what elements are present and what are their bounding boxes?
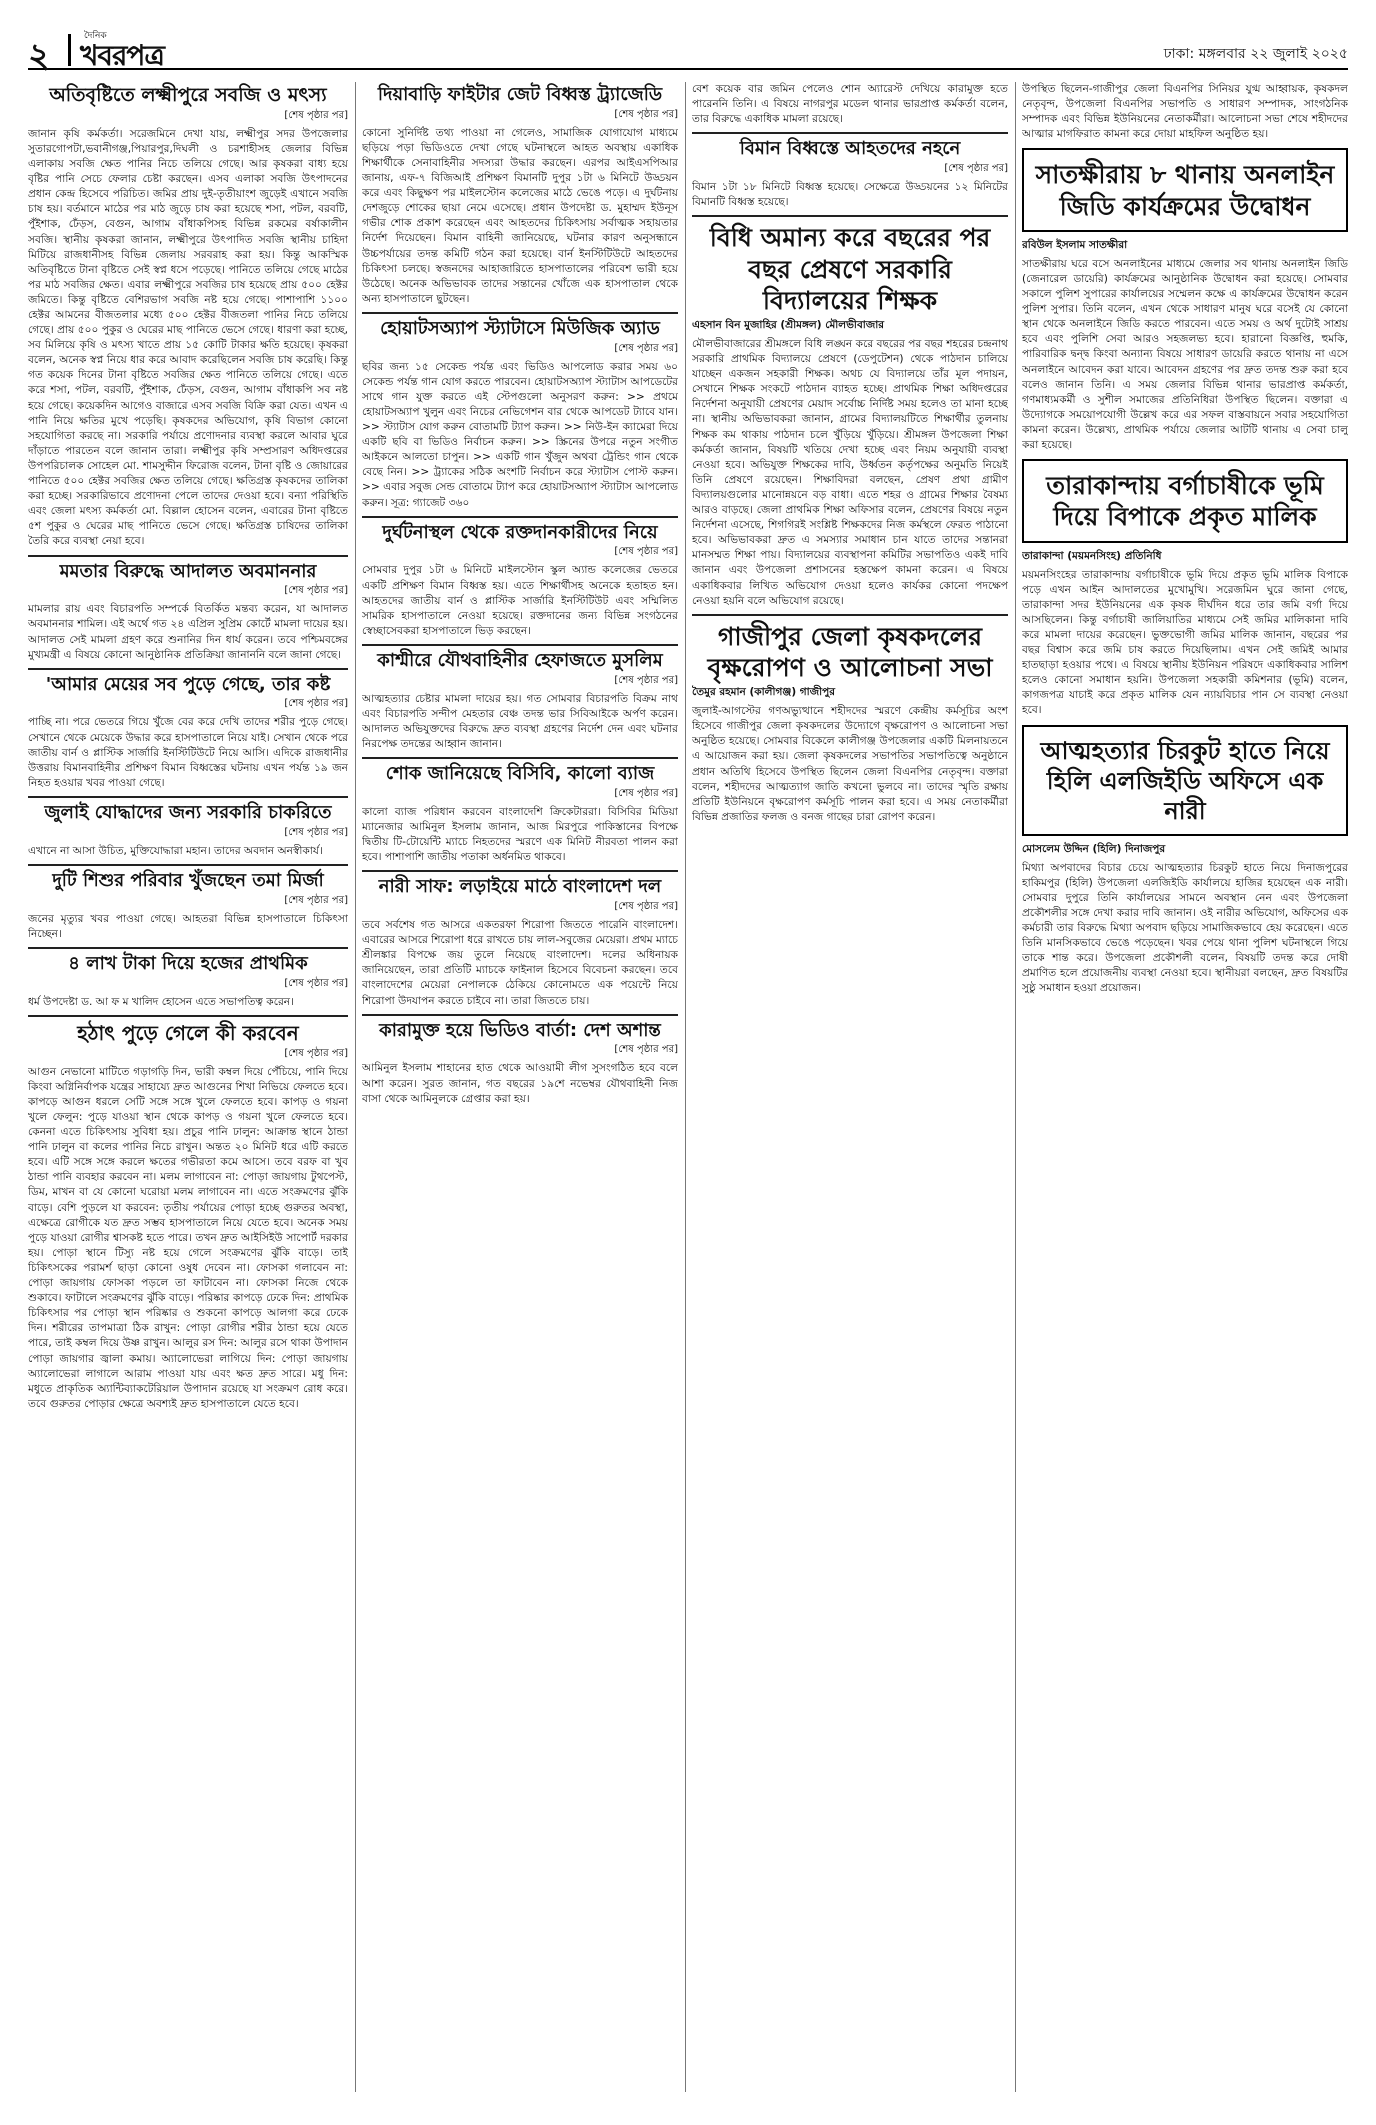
headline[interactable]: বিধি অমান্য করে বছরের পর বছর প্রেষণে সরকারি বিদ্যালয়ের শিক্ষক [709,223,991,315]
article [362,651,678,752]
continued-label: [শেষ পৃষ্ঠার পর] [284,894,348,906]
headline[interactable]: শোক জানিয়েছে বিসিবি, কালো ব্যাজ [385,763,655,785]
article [1022,549,1348,719]
article-body: ধর্ম উপদেষ্টা ড. আ ফ ম খালিদ হোসেন এতে সভাপতিত্ব করেন। [28,995,294,1008]
byline: তৈমুর রহমান (কালীগঞ্জ) গাজীপুর [692,686,836,699]
divider [692,614,1008,616]
column-rule [355,82,356,2092]
paper-prefix: দৈনিক [84,31,107,41]
article-body: কোনো সুনির্দিষ্ট তথ্য পাওয়া না গেলেও, সামাজিক যোগাযোগ মাধ্যমে ছড়িয়ে পড়া ভিডিওতে দেখা গেছে ঘটনাস্থলে আহত অবস্থায় একাধিক শিক্ষার্থীকে সেনাবাহিনীর সদস্যরা উদ্ধার করছেন। এরপর আইএসপিআর জানায়, এফ-৭ বিজিআই প্রশিক্ষণ বিমানটি দুপুর ১টা ৬ মিনিটে উড্ডয়ন করে এবং কিছুক্ষণ পর মাইলস্টোন কলেজের মাঠে ভেঙে পড়ে। এ দুর্ঘটনায় দেশজুড়ে শোকের ছায়া নেমে এসেছে। প্রধান উপদেষ্টা ড. মুহাম্মদ ইউনূস গভীর শোক প্রকাশ করেছেন এবং আহতদের চিকিৎসায় সর্বাত্মক সহায়তার নির্দেশ দিয়েছেন। বিমান বাহিনী জানিয়েছে, ঘটনার কারণ অনুসন্ধানে উচ্চপর্যায়ের তদন্ত কমিটি গঠন করা হয়েছে। বার্ন ইনস্টিটিউটে আহতদের চিকিৎসা চলছে। স্বজনদের আহাজারিতে হাসপাতালের পরিবেশ ভারী হয়ে উঠেছে। অনেক অভিভাবক তাদের সন্তানের খোঁজে এক হাসপাতাল থেকে অন্য হাসপাতালে ছুটছেন। [362,126,678,305]
article-body: আমিনুল ইসলাম শাহানের হাত থেকে আওয়ামী লীগ সুসংগঠিত হবে বলে আশা করেন। সুরত জানান, গত বছরের ১৯শে নভেম্বর যৌথবাহিনী নিজ বাসা থেকে আমিনুলকে গ্রেপ্তার করা হয়। [362,1062,678,1105]
article-body: মামলার রায় এবং বিচারপতি সম্পর্কে বিতর্কিত মন্তব্য করেন, যা আদালত অবমাননার শামিল। এই অর্থে গত ২৪ এপ্রিল সুপ্রিম কোর্টে মামলা দায়ের হয়। আদালত সেই মামলা গ্রহণ করে শুনানির দিন ধার্য করেন। তবে পশ্চিমবঙ্গের মুখ্যমন্ত্রী এ বিষয়ে কোনো আনুষ্ঠানিক প্রতিক্রিয়া জানাননি বলে জানা গেছে। [28,603,348,661]
page-number: ২ [28,36,51,76]
article-body: পাচ্ছি না। পরে ভেতরে গিয়ে খুঁজে বের করে দেখি তাদের শরীর পুড়ে গেছে। সেখানে থেকে মেয়েকে উদ্ধার করে হাসপাতালে নিয়ে যাই। সেখান থেকে পরে জাতীয় বার্ন ও প্লাস্টিক সার্জারি ইনস্টিটিউটে নিয়ে আসি। এদিকে রাজধানীর উত্তরায় বিমানবাহিনীর প্রশিক্ষণ বিমান বিধ্বস্তের ঘটনায় এখন পর্যন্ত ১৯ জন নিহত হওয়ার খবর পাওয়া গেছে। [28,716,348,789]
article [28,1022,348,1412]
divider [362,1014,678,1016]
headline[interactable]: হোয়াটসঅ্যাপ স্ট্যাটাসে মিউজিক অ্যাড [380,317,660,339]
article [362,319,678,511]
continued-label: [শেষ পৃষ্ঠার পর] [284,109,348,121]
article [362,85,678,307]
article [1022,842,1348,997]
headline[interactable]: জুলাই যোদ্ধাদের জন্য সরকারি চাকরিতে [44,801,332,823]
continued-label: [শেষ পৃষ্ঠার পর] [284,977,348,989]
article-body: ছবির জন্য ১৫ সেকেন্ড পর্যন্ত এবং ভিডিও আপলোড করার সময় ৬০ সেকেন্ড পর্যন্ত গান যোগ করতে পারবেন। হোয়াটসঅ্যাপ স্ট্যাটাস আপডেটের সাথে গান যুক্ত করতে এই স্টেপগুলো অনুসরণ করুন: >> প্রথমে হোয়াটসঅ্যাপ খুলুন এবং নিচের নেভিগেশন বার থেকে আপডেট ট্যাবে যান। >> স্ট্যাটাস যোগ করুন বোতামটি ট্যাপ করুন। >> নিউ-ইন ক্যামেরা দিয়ে একটি ছবি বা ভিডিও নির্বাচন করুন। >> স্ক্রিনের উপরে নতুন সংগীত আইকনে আলতো চাপুন। >> একটি গান খুঁজুন অথবা ট্রেন্ডিং গান থেকে বেছে নিন। >> ট্র্যাকের সঠিক অংশটি নির্বাচন করে স্ট্যাটাস পোস্ট করুন। >> এবার সবুজ সেন্ড বোতামে ট্যাপ করে হোয়াটসঅ্যাপ স্ট্যাটাস আপলোড করুন। সূত্র: গ্যাজেট ৩৬০ [362,360,678,509]
column-rule [685,82,686,2092]
byline: তারাকান্দা (ময়মনসিংহ) প্রতিনিধি [1022,549,1162,562]
divider [362,312,678,314]
divider [692,132,1008,134]
article-body: উপস্থিত ছিলেন-গাজীপুর জেলা বিএনপির সিনিয়র যুগ্ম আহ্বায়ক, কৃষকদল নেতৃবৃন্দ, উপজেলা বিএনপির সভাপতি ও সাধারণ সম্পাদক, সাংগঠনিক সম্পাদক এবং বিভিন্ন ইউনিয়নের নেতাকর্মীরা। আলোচনা সভা শেষে শহীদদের আত্মার মাগফিরাত কামনা করে দোয়া মাহফিল অনুষ্ঠিত হয়। [1022,83,1348,141]
byline: রবিউল ইসলাম সাতক্ষীরা [1022,238,1128,251]
article [362,877,678,1008]
article-boxed [1022,725,1348,836]
article-body: বিমান ১টা ১৮ মিনিটে বিধ্বস্ত হয়েছে। সেক্ষেত্রে উড্ডয়নের ১২ মিনিটের বিমানটি বিধ্বস্ত হয়েছে। [692,181,1008,209]
article [28,954,348,1010]
column-rule [1015,82,1016,2092]
article-body: সোমবার দুপুর ১টা ৬ মিনিটে মাইলস্টোন স্কুল অ্যান্ড কলেজের ভেতরে একটি প্রশিক্ষণ বিমান বিধ্বস্ত হয়। এতে শিক্ষার্থীসহ অনেকে হতাহত হন। আহতদের জাতীয় বার্ন ও প্লাস্টিক সার্জারি ইনস্টিটিউট এবং সম্মিলিত সামরিক হাসপাতালে নেওয়া হয়েছে। রক্তদানের জন্য বিভিন্ন সংগঠনের স্বেচ্ছাসেবকরা হাসপাতালে ভিড় করছেন। [362,564,678,637]
article [362,523,678,639]
article [362,1021,678,1107]
article-body: ময়মনসিংহের তারাকান্দায় বর্গাচাষীকে ভূমি দিয়ে প্রকৃত ভূমি মালিক বিপাকে পড়ে এখন আইন আদালতের মুখোমুখি। সরেজমিন ঘুরে জানা গেছে, তারাকান্দা সদর ইউনিয়নের এক কৃষক দীর্ঘদিন ধরে তার জমি বর্গা দিয়ে আসছিলেন। কিন্তু বর্গাচাষী জালিয়াতির মাধ্যমে সেই জমির মালিকানা দাবি করে মামলা দায়ের করেছেন। ভুক্তভোগী জমির মালিক জানান, বছরের পর বছর বিশ্বাস করে জমি চাষ করতে দিয়েছিলাম। এখন সেই জমিই আমার হাতছাড়া হওয়ার পথে। এ বিষয়ে স্থানীয় ইউনিয়ন পরিষদে একাধিকবার সালিশ হলেও কোনো সমাধান হয়নি। উপজেলা সহকারী কমিশনার (ভূমি) বলেন, কাগজপত্র যাচাই করে প্রকৃত মালিক যেন ন্যায়বিচার পান সে ব্যবস্থা নেওয়া হবে। [1022,568,1348,717]
continued-label: [শেষ পৃষ্ঠার পর] [614,901,678,913]
headline[interactable]: 'আমার মেয়ের সব পুড়ে গেছে, তার কষ্ট [45,673,331,695]
article-body: মিথ্যা অপবাদের বিচার চেয়ে আত্মহত্যার চিরকুট হাতে নিয়ে দিনাজপুরের হাকিমপুর (হিলি) উপজেলা এলজিইডি কার্যালয়ে হাজির হয়েছেন এক নারী। সোমবার দুপুরে তিনি কার্যালয়ের সামনে অবস্থান নেন এবং উপজেলা প্রকৌশলীর সঙ্গে দেখা করার দাবি জানান। ওই নারীর অভিযোগ, অফিসের এক কর্মচারী তার বিরুদ্ধে মিথ্যা অপবাদ ছড়িয়ে সামাজিকভাবে হেয় করেছেন। এতে তিনি মানসিকভাবে ভেঙে পড়েছেন। খবর পেয়ে থানা পুলিশ ঘটনাস্থলে গিয়ে তাকে শান্ত করে। উপজেলা প্রকৌশলী বলেন, বিষয়টি তদন্ত করে দোষী প্রমাণিত হলে প্রয়োজনীয় ব্যবস্থা নেওয়া হবে। স্থানীয়রা বলছেন, দ্রুত বিষয়টির সুষ্ঠু সমাধান হওয়া প্রয়োজন। [1022,861,1348,995]
article [692,222,1008,608]
headline[interactable]: দুর্ঘটনাস্থল থেকে রক্তদানকারীদের নিয়ে [382,521,658,543]
article-body: আগুন নেভানো মাটিতে গড়াগড়ি দিন, ভারী কম্বল দিয়ে পেঁচিয়ে, পানি দিয়ে কিংবা অগ্নিনির্বাপক যন্ত্রের সাহায্যে দ্রুত আগুনের শিখা নিভিয়ে ফেলতে হবে। কাপড়ে আগুন ধরলে সেটি সঙ্গে সঙ্গে খুলে ফেলতে হবে। কাপড় ও গয়না খুলে ফেলুন: পুড়ে যাওয়া স্থান থেকে কাপড় ও গয়না খুলে ফেলতে হবে। কেননা এতে চিকিৎসায় সুবিধা হয়। প্রচুর পানি ঢালুন: আক্রান্ত স্থানে ঠান্ডা পানি ঢালুন বা কলের পানির নিচে রাখুন। অন্তত ২০ মিনিট ধরে এটি করতে হবে। এটি সঙ্গে সঙ্গে করলে ক্ষতের গভীরতা কমে আসে। তবে বরফ বা খুব ঠান্ডা পানি ব্যবহার করবেন না। মলম লাগাবেন না: পোড়া জায়গায় টুথপেস্ট, ডিম, মাখন বা যে কোনো ঘরোয়া মলম লাগাবেন না। এতে সংক্রমণের ঝুঁকি বাড়ে। বেশি পুড়লে যা করবেন: তৃতীয় পর্যায়ের পোড়া হচ্ছে গুরুতর অবস্থা, এক্ষেত্রে রোগীকে যত দ্রুত সম্ভব হাসপাতালে নিয়ে যেতে হবে। অনেক সময় পুড়ে যাওয়া রোগীর শ্বাসকষ্ট হতে পারে। তখন দ্রুত আইসিইউ সাপোর্ট দরকার হয়। পোড়া স্থানে টিস্যু নষ্ট হয়ে গেলে সংক্রমণের ঝুঁকি বাড়ে। তাই চিকিৎসকের পরামর্শ ছাড়া কোনো ওষুধ দেবেন না। ফোসকা গলাবেন না: পোড়া জায়গায় ফোসকা পড়লে তা ফাটাবেন না। ফোসকা নিজে থেকে শুকাবে। ফাটালে সংক্রমণের ঝুঁকি বাড়ে। পরিষ্কার কাপড়ে ঢেকে দিন: প্রাথমিক চিকিৎসার পর পোড়া স্থান পরিষ্কার ও শুকনো কাপড়ে আলগা করে ঢেকে দিন। শরীরের তাপমাত্রা ঠিক রাখুন: পোড়া রোগীর শরীর ঠান্ডা হয়ে যেতে পারে, তাই কম্বল দিয়ে উষ্ণ রাখুন। আলুর রস দিন: আলুর রসে থাকা উপাদান পোড়া জায়গার জ্বালা কমায়। অ্যালোভেরা লাগিয়ে দিন: পোড়া জায়গায় অ্যালোভেরা লাগালে আরাম পাওয়া যায় এবং ক্ষত দ্রুত সারে। মধু দিন: মধুতে প্রাকৃতিক অ্যান্টিব্যাকটেরিয়াল উপাদান রয়েছে যা সংক্রমণ রোধ করে। তবে গুরুতর পোড়ার ক্ষেত্রে অবশ্যই দ্রুত হাসপাতালে যেতে হবে। [28,1065,348,1410]
divider [28,555,348,557]
article-body: তবে সর্বশেষ গত আসরে একতরফা শিরোপা জিততে পারেনি বাংলাদেশ। এবারের আসরে শিরোপা ধরে রাখতে চায় লাল-সবুজের মেয়েরা। প্রথম ম্যাচে শ্রীলঙ্কার বিপক্ষে জয় তুলে নিয়েছে বাংলাদেশ। দলের অধিনায়ক জানিয়েছেন, তারা প্রতিটি ম্যাচকে ফাইনাল হিসেবে বিবেচনা করছেন। তবে বাংলাদেশের মেয়েরা নেপালকে ঠেকিয়ে কোনোমতে এক পয়েন্টে নিয়ে শিরোপা উদযাপন করতে চাইবে না। তারা জিততে চায়। [362,919,678,1007]
headline[interactable]: দিয়াবাড়ি ফাইটার জেট বিধ্বস্ত ট্র্যাজেডি [377,84,663,105]
article-body: বেশ কয়েক বার জমিন পেলেও শোন অ্যারেস্ট দেখিয়ে কারামুক্ত হতে পারেননি তিনি। এ বিষয়ে নাগরপুর মডেল থানার ভারপ্রাপ্ত কর্মকর্তা বলেন, তার বিরুদ্ধে একাধিক মামলা রয়েছে। [692,83,1008,126]
headline[interactable]: কারামুক্ত হয়ে ভিডিও বার্তা: দেশ অশান্ত [379,1019,661,1041]
continued-label: [শেষ পৃষ্ঠার পর] [284,585,348,597]
continued-label: [শেষ পৃষ্ঠার পর] [614,674,678,686]
headline[interactable]: হঠাৎ পুড়ে গেলে কী করবেন [77,1020,299,1045]
article [1022,82,1348,142]
continued-label: [শেষ পৃষ্ঠার পর] [614,546,678,558]
headline[interactable]: তারাকান্দায় বর্গাচাষীকে ভূমি দিয়ে বিপাকে প্রকৃত মালিক [1046,471,1324,532]
article [28,85,348,550]
article-body: জুলাই-আগস্টের গণঅভ্যুত্থানে শহীদদের স্মরণে কেন্দ্রীয় কর্মসূচির অংশ হিসেবে গাজীপুর জেলা কৃষকদলের উদ্যোগে বৃক্ষরোপণ ও আলোচনা সভা অনুষ্ঠিত হয়েছে। সোমবার বিকেলে কালীগঞ্জ উপজেলার একটি মিলনায়তনে এ আয়োজন করা হয়। জেলা কৃষকদলের সভাপতির সভাপতিত্বে অনুষ্ঠানে প্রধান অতিথি হিসেবে উপস্থিত ছিলেন জেলা বিএনপির নেতৃবৃন্দ। বক্তারা বলেন, শহীদদের আত্মত্যাগ জাতি কখনো ভুলবে না। তাদের স্মৃতি রক্ষায় প্রতিটি ইউনিয়নে বৃক্ষরোপণ কর্মসূচি পালন করা হবে। এ সময় নেতাকর্মীরা বিভিন্ন প্রজাতির ফলজ ও বনজ গাছের চারা রোপণ করেন। [692,705,1008,823]
article [692,139,1008,210]
byline: এহসান বিন মুজাহির (শ্রীমঙ্গল) মৌলভীবাজার [692,319,885,332]
article-body: কালো ব্যাজ পরিধান করবেন বাংলাদেশি ক্রিকেটাররা। বিসিবির মিডিয়া ম্যানেজার আমিনুল ইসলাম জানান, আজ মিরপুরে পাকিস্তানের বিপক্ষে দ্বিতীয় টি-টোয়েন্টি ম্যাচে নিহতদের স্মরণে এক মিনিট নীরবতা পালন করা হবে। পাশাপাশি জাতীয় পতাকা অর্ধনমিত থাকবে। [362,805,678,864]
column-4 [1022,82,1348,2102]
headline[interactable]: কাশ্মীরে যৌথবাহিনীর হেফাজতে মুসলিম [377,649,663,671]
article-body: সাতক্ষীরায় ঘরে বসে অনলাইনের মাধ্যমে জেলার সব থানায় অনলাইন জিডি (জেনারেল ডায়েরি) কার্যক্রমের আনুষ্ঠানিক উদ্বোধন করা হয়েছে। সোমবার সকালে পুলিশ সুপারের কার্যালয়ের সম্মেলন কক্ষে এ কার্যক্রমের উদ্বোধন করেন পুলিশ সুপার। তিনি বলেন, এখন থেকে সাধারণ মানুষ ঘরে বসেই যে কোনো স্থান থেকে অনলাইনে জিডি করতে পারবেন। এতে সময় ও অর্থ দুটোই সাশ্রয় হবে এবং পুলিশি সেবা আরও সহজলভ্য হবে। হারানো বিজ্ঞপ্তি, হুমকি, পারিবারিক দ্বন্দ্ব কিংবা অন্যান্য বিষয়ে সাধারণ ডায়েরি করতে থানায় না এসে অনলাইনে আবেদন করা যাবে। আবেদন গ্রহণের পর দ্রুত তদন্ত শুরু করা হবে বলেও জানান তিনি। এ সময় জেলার বিভিন্ন থানার ভারপ্রাপ্ত কর্মকর্তা, গণমাধ্যমকর্মী ও সুশীল সমাজের প্রতিনিধিরা উপস্থিত ছিলেন। বক্তারা এ উদ্যোগকে সময়োপযোগী উল্লেখ করে এর সফল বাস্তবায়নে সবার সহযোগিতা কামনা করেন। উল্লেখ্য, প্রাথমিক পর্যায়ে জেলার আটটি থানায় এ সেবা চালু করা হয়েছে। [1022,257,1348,451]
article-body: জনের মৃত্যুর খবর পাওয়া গেছে। আহতরা বিভিন্ন হাসপাতালে চিকিৎসা নিচ্ছেন। [28,912,348,940]
divider [28,1015,348,1017]
headline[interactable]: ৪ লাখ টাকা দিয়ে হজের প্রাথমিক [68,952,308,974]
continued-label: [শেষ পৃষ্ঠার পর] [614,108,678,120]
headline[interactable]: গাজীপুর জেলা কৃষকদলের বৃক্ষরোপণ ও আলোচনা সভা [707,621,993,682]
divider [362,757,678,759]
article [692,621,1008,825]
continued-label: [শেষ পৃষ্ঠার পর] [284,698,348,710]
article-body: জানান কৃষি কর্মকর্তা। সরেজমিনে দেখা যায়, লক্ষ্মীপুর সদর উপজেলার সুতারগোপটা,ভবানীগঞ্জ,পিয়ারপুর,দিঘলী ও চরশাহীসহ জেলার বিভিন্ন এলাকায় সবজি ক্ষেত পানির নিচে তলিয়ে গেছে। আর কৃষকরা বাধ্য হয়ে বৃষ্টির পানি সেচে ফেলার চেষ্টা করছেন। এসব এলাকা সবজি উৎপাদনের প্রধান কেন্দ্র হিসেবে পরিচিত। জমির প্রায় দুই-তৃতীয়াংশ জুড়েই এখানে সবজি চাষ হয়। বর্তমানে মাঠের পর মাঠ জুড়ে চাষ করা হয়েছে শসা, পটল, বরবটি, পুঁইশাক, ঢেঁড়স, বেগুন, আগাম বাঁধাকপিসহ বিভিন্ন রকমের বর্ষাকালীন সবজি। স্থানীয় কৃষকরা জানান, লক্ষ্মীপুরে উৎপাদিত সবজি স্থানীয় চাহিদা মিটিয়ে রাজধানীসহ বিভিন্ন জেলায় সরবরাহ করা হয়। কিন্তু আকস্মিক অতিবৃষ্টিতে টানা বৃষ্টিতে সেই স্বপ্ন ধসে পড়েছে। পানিতে তলিয়ে গেছে মাঠের পর মাঠ সবজির ক্ষেত। এবার লক্ষ্মীপুরে সবজির চাষ হয়েছে প্রায় ৫০০ হেক্টর জমিতে। কিন্তু বৃষ্টিতে বেশিরভাগ সবজি নষ্ট হয়ে গেছে। পাশাপাশি ১১০০ হেক্টর আমনের বীজতলার মধ্যে ৫০০ হেক্টর বীজতলা পানির নিচে তলিয়ে গেছে। প্রায় ৫০০ পুকুর ও ঘেরের মাছ পানিতে ভেসে গেছে। ধারণা করা হচ্ছে, সব মিলিয়ে কৃষি ও মৎস্য খাতে প্রায় ১৫ কোটি টাকার ক্ষতি হয়েছে। কৃষকরা বলেন, অনেক স্বপ্ন নিয়ে ধার করে আবাদ করেছিলেন সবজি চাষ করেছি। কিন্তু গত কয়েক দিনের টানা বৃষ্টিতে সবজির ক্ষেত পানিতে তলিয়ে গেছে। এতে করে শসা, পটল, বরবটি, পুঁইশাক, ঢেঁড়স, বেগুন, আগাম বাঁধাকপি সব নষ্ট হয়ে গেছে। কয়েকদিন আগেও বাজারে এসব সবজি বিক্রি করা যেত। এখন এ পানি নিয়ে ক্ষতির মুখে পড়েছি। কৃষকদের অভিযোগ, কৃষি বিভাগ কোনো সহযোগিতা করছে না। সরকারি পর্যায়ে প্রণোদনার ব্যবস্থা করলে আবার ঘুরে দাঁড়াতে পারতেন বলে জানান তারা। লক্ষ্মীপুর কৃষি সম্প্রসারণ অধিদপ্তরের উপপরিচালক সোহেল মো. শামসুদ্দীন ফিরোজ বলেন, টানা বৃষ্টি ও জোয়ারের পানিতে ৫০০ হেক্টর সবজির ক্ষেত তলিয়ে গেছে। ক্ষতিগ্রস্ত কৃষকদের তালিকা করা হচ্ছে। সরকারিভাবে প্রণোদনা পেলে তাদের দেওয়া হবে। বন্যা পরিস্থিতি এবং জেলা মৎস্য কর্মকর্তা মো. বিল্লাল হোসেন বলেন, এবারের টানা বৃষ্টিতে ৫শ পুকুর ও ঘেরের মাছ পানিতে ভেসে গেছে। ক্ষতিগ্রস্ত চাষিদের তালিকা তৈরি করে ব্যবস্থা নেয়া হবে। [28,127,348,548]
issue-date: ঢাকা: মঙ্গলবার ২২ জুলাই ২০২৫ [1163,46,1348,62]
article-body: এখানে না আসা উচিত, মুক্তিযোদ্ধারা মহান। তাদের অবদান অনস্বীকার্য। [28,844,323,857]
byline: মোসলেম উদ্দিন (হিলি) দিনাজপুর [1022,842,1166,855]
paper-name: খবরপত্র [80,39,164,72]
column-2 [362,82,678,2102]
article-body: মৌলভীবাজারের শ্রীমঙ্গলে বিধি লঙ্ঘন করে বছরের পর বছর শহরের চন্দ্রনাথ সরকারি প্রাথমিক বিদ্যালয়ে প্রেষণে (ডেপুটেশন) থেকে পাঠদান চালিয়ে যাচ্ছেন একজন সহকারী শিক্ষক। অথচ যে বিদ্যালয়ে তাঁর মূল পদায়ন, সেখানে শিক্ষক সংকটে পাঠদান ব্যাহত হচ্ছে। প্রাথমিক শিক্ষা অধিদপ্তরের নির্দেশনা অনুযায়ী প্রেষণের মেয়াদ সর্বোচ্চ নির্দিষ্ট সময় হলেও তা মানা হচ্ছে না। স্থানীয় অভিভাবকরা জানান, গ্রামের বিদ্যালয়টিতে শিক্ষার্থীর তুলনায় শিক্ষক কম থাকায় পাঠদান চলে খুঁড়িয়ে খুঁড়িয়ে। শ্রীমঙ্গল উপজেলা শিক্ষা কর্মকর্তা জানান, বিষয়টি খতিয়ে দেখা হচ্ছে এবং নিয়ম অনুযায়ী ব্যবস্থা নেওয়া হবে। অভিযুক্ত শিক্ষকের দাবি, উর্ধ্বতন কর্তৃপক্ষের অনুমতি নিয়েই তিনি প্রেষণে রয়েছেন। শিক্ষাবিদরা বলছেন, প্রেষণ প্রথা গ্রামীণ বিদ্যালয়গুলোর মানোন্নয়নে বড় বাধা। এতে শহর ও গ্রামের শিক্ষার বৈষম্য আরও বাড়ছে। জেলা প্রাথমিক শিক্ষা অফিসার বলেন, প্রেষণের বিষয়ে নতুন নির্দেশনা এসেছে, শিগগিরই সংশ্লিষ্ট শিক্ষকদের নিজ কর্মস্থলে ফেরত পাঠানো হবে। অভিভাবকরা দ্রুত এ সমস্যার সমাধান চান যাতে তাদের সন্তানরা মানসম্মত শিক্ষা পায়। বিদ্যালয়ের ব্যবস্থাপনা কমিটির সভাপতিও একই দাবি জানান এবং উপজেলা প্রশাসনের হস্তক্ষেপ কামনা করেন। এ বিষয়ে একাধিকবার লিখিত অভিযোগ দেওয়া হলেও কার্যকর কোনো পদক্ষেপ নেওয়া হয়নি বলে অভিযোগ রয়েছে। [692,338,1008,607]
headline[interactable]: অতিবৃষ্টিতে লক্ষ্মীপুরে সবজি ও মৎস্য [49,84,327,106]
headline[interactable]: আত্মহত্যার চিরকুট হাতে নিয়ে হিলি এলজিইডি অফিসে এক নারী [1040,736,1330,825]
column-1 [28,82,348,2102]
divider [692,215,1008,217]
masthead-divider [68,34,71,66]
divider [28,947,348,949]
headline[interactable]: নারী সাফ: লড়াইয়ে মাঠে বাংলাদেশ দল [378,876,662,898]
divider [28,864,348,866]
headline[interactable]: বিমান বিধ্বস্তে আহতদের নহনে [739,138,961,160]
article [692,82,1008,127]
divider [28,796,348,798]
headline[interactable]: সাতক্ষীরায় ৮ থানায় অনলাইন জিডি কার্যক্রমের উদ্বোধন [1035,160,1335,221]
article-body: আত্মহত্যার চেষ্টার মামলা দায়ের হয়। গত সোমবার বিচারপতি বিক্রম নাথ এবং বিচারপতি সন্দীপ মেহতার বেঞ্চ তদন্ত ভার সিবিআইকে অর্পণ করেন। আদালত অভিযুক্তদের বিরুদ্ধে দ্রুত ব্যবস্থা গ্রহণের নির্দেশ দেন এবং ঘটনার নিরপেক্ষ তদন্তের আহ্বান জানান। [362,692,678,750]
headline[interactable]: দুটি শিশুর পরিবার খুঁজছেন তমা মির্জা [52,869,324,891]
article [28,675,348,791]
headline[interactable]: মমতার বিরুদ্ধে আদালত অবমাননার [59,560,317,582]
article [362,764,678,865]
column-3 [692,82,1008,2102]
article [28,562,348,663]
continued-label: [শেষ পৃষ্ঠার পর] [614,787,678,799]
divider [362,644,678,646]
article-boxed [1022,459,1348,543]
article [1022,238,1348,453]
continued-label: [শেষ পৃষ্ঠার পর] [944,163,1008,175]
divider [362,870,678,872]
divider [362,516,678,518]
continued-label: [শেষ পৃষ্ঠার পর] [614,1044,678,1056]
article-boxed [1022,148,1348,232]
masthead [28,28,1348,76]
article [28,803,348,859]
continued-label: [শেষ পৃষ্ঠার পর] [614,342,678,354]
divider [28,668,348,670]
continued-label: [শেষ পৃষ্ঠার পর] [284,826,348,838]
continued-label: [শেষ পৃষ্ঠার পর] [284,1047,348,1059]
article [28,871,348,942]
